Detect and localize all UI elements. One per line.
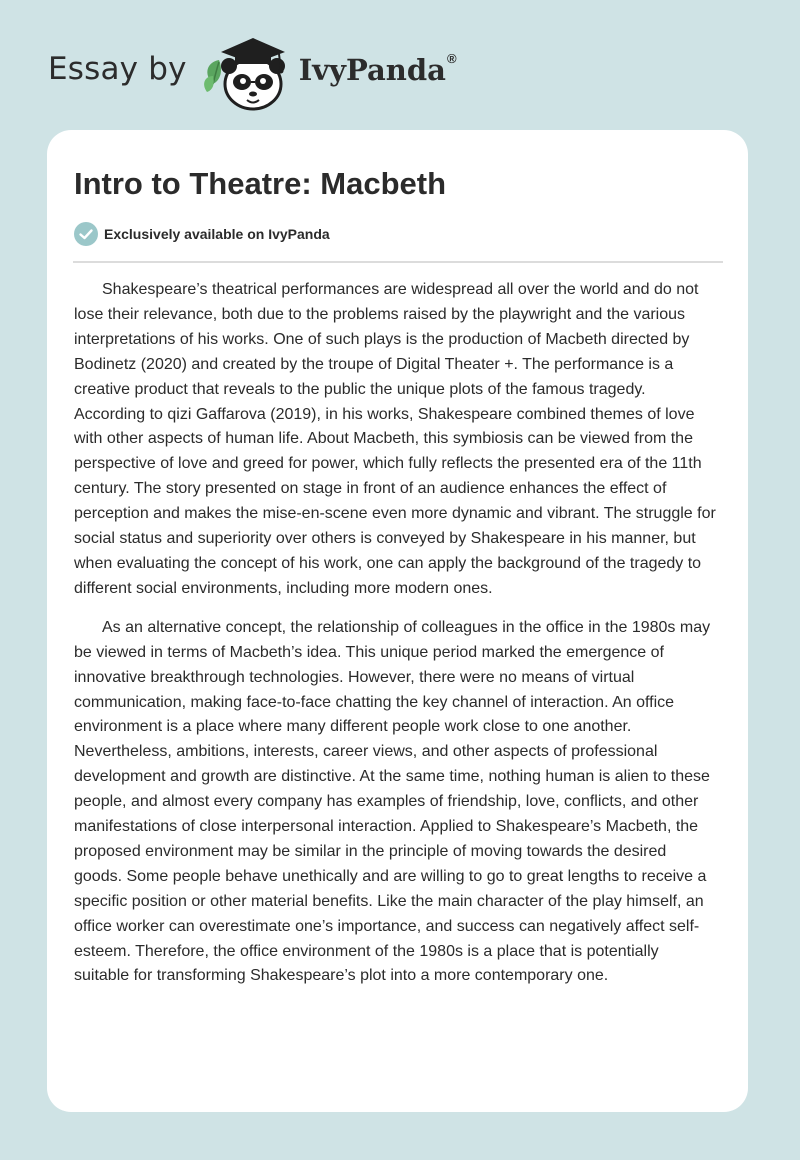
site-header (48, 32, 457, 112)
page-title: Intro to Theatre: Macbeth (74, 166, 447, 201)
essay-paragraph: Shakespeare’s theatrical performances are widespread all over the world and do not lose their relevance, both due to the problems raised by the playwright and the various interpretations of his works. One of such plays is the production of Macbeth directed by Bodinetz (2020) and created by the troupe of Digital Theater +. The performance is a creative product that reveals to the public the unique plots of the famous tragedy. According to qizi Gaffarova (2019), in his works, Shakespeare combined themes of love with other aspects of human life. About Macbeth, this symbiosis can be viewed from the perspective of love and greed for power, which fully reflects the presented era of the 11th century. The story presented on stage in front of an audience enhances the effect of perception and makes the mise-en-scene even more dynamic and vibrant. The struggle for social status and superiority over others is conveyed by Shakespeare in his manner, but when evaluating the concept of his work, one can apply the background of the tragedy to different social environments, including more modern ones. (74, 281, 716, 597)
panda-graduate-logo-icon[interactable] (199, 32, 295, 112)
divider (73, 261, 723, 263)
essay-card (47, 130, 748, 1112)
essay-paragraph: As an alternative concept, the relationship of colleagues in the office in the 1980s may be viewed in terms of Macbeth’s idea. This unique period marked the emergence of innovative breakthrough technologies. However, there were no means of virtual communication, making face-to-face chatting the key channel of interaction. An office environment is a place where many different people work close to one another. Nevertheless, ambitions, interests, career views, and other aspects of professional development and growth are distinctive. At the same time, nothing human is alien to these people, and almost every company has examples of friendship, love, conflicts, and other manifestations of close interpersonal interaction. Applied to Shakespeare’s Macbeth, the proposed environment may be similar in the principle of moving towards the desired goods. Some people behave unethically and are willing to go to great lengths to receive a specific position or other material benefits. Like the main character of the play himself, an office worker can overestimate one’s importance, and success can negatively affect self-esteem. Therefore, the office environment of the 1980s is a place that is potentially suitable for transforming Shakespeare’s plot into a more contemporary one. (74, 618, 711, 985)
check-circle-icon (74, 222, 98, 246)
brand-name[interactable]: IvyPanda® (298, 51, 457, 87)
essay-body (74, 278, 717, 1003)
trademark-symbol: ® (446, 51, 457, 66)
brand-prefix: Essay by (48, 51, 187, 87)
exclusive-label: Exclusively available on IvyPanda (104, 226, 330, 242)
exclusive-badge (74, 222, 330, 246)
